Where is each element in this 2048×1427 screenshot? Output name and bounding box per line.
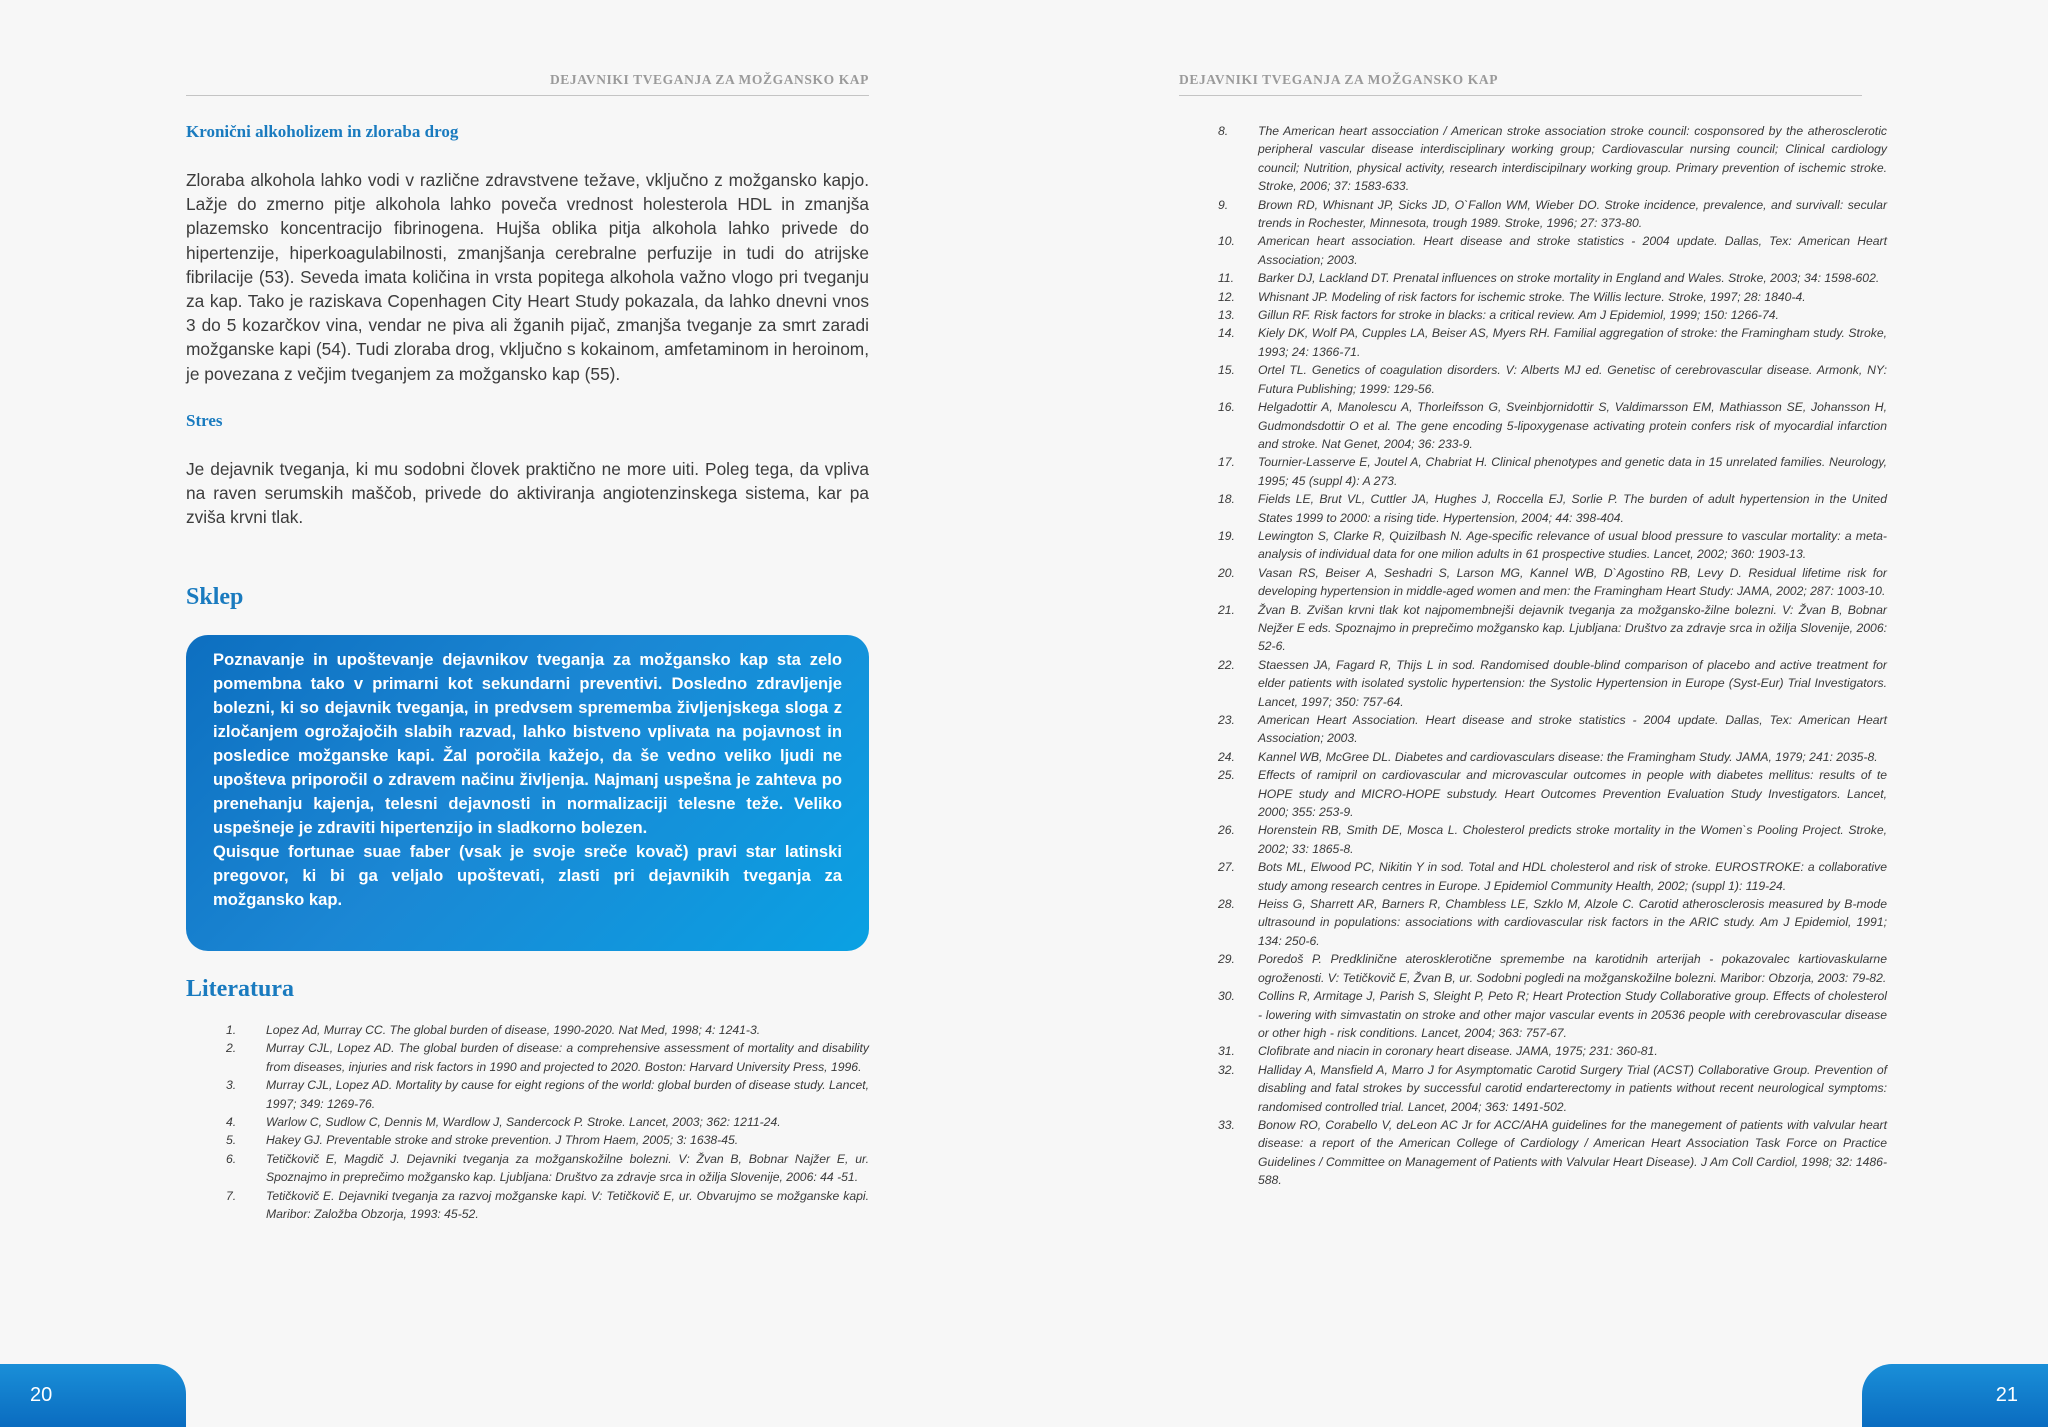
reference-number: 27. bbox=[1218, 860, 1235, 875]
reference-text: Effects of ramipril on cardiovascular and microvascular outcomes in people with diabetes mellitus: results of te HOPE study and MICRO-HOPE substudy. Heart Outcomes Prevention Evaluation Study Investigators. Lancet, 2000; 355: 253-9. bbox=[1258, 768, 1887, 820]
reference-item bbox=[1218, 895, 1887, 950]
reference-item bbox=[1218, 361, 1887, 398]
reference-number: 31. bbox=[1218, 1044, 1235, 1059]
reference-text: Heiss G, Sharrett AR, Barners R, Chambless LE, Szklo M, Alzole C. Carotid atherosclerosis measured by B-mode ultrasound in populations: associations with cardiovascular risk factors in the ARIC study. Am J Epidemiol, 1991; 134: 250-6. bbox=[1258, 897, 1887, 948]
reference-text: Staessen JA, Fagard R, Thijs L in sod. Randomised double-blind comparison of placebo and active treatment for elder patients with isolated systolic hypertension: the Systolic Hypertension in Europe (Syst-Eur) Trial Investigators. Lancet, 1997; 350: 757-64. bbox=[1258, 657, 1887, 709]
reference-number: 16. bbox=[1218, 400, 1235, 415]
conclusion-title: Sklep bbox=[186, 584, 244, 610]
reference-number: 22. bbox=[1218, 657, 1235, 672]
reference-list bbox=[1218, 122, 1887, 1190]
reference-text: Horenstein RB, Smith DE, Mosca L. Cholesterol predicts stroke mortality in the Women`s Pooling Project. Stroke, 2002; 33: 1865-8. bbox=[1258, 823, 1887, 856]
reference-item bbox=[1218, 564, 1887, 601]
reference-number: 33. bbox=[1218, 1117, 1235, 1132]
reference-text: Helgadottir A, Manolescu A, Thorleifsson G, Sveinbjornidottir S, Valdimarsson EM, Mathiasson SE, Johansson H, Gudmondsdottir O et al. The gene encoding 5-lipoxygenase activating protein confers risk of myocardial infarction and stroke. Nat Genet, 2004; 36: 233-9. bbox=[1258, 400, 1887, 451]
literature-title: Literatura bbox=[186, 976, 294, 1002]
reference-item bbox=[226, 1131, 869, 1149]
reference-item bbox=[1218, 490, 1887, 527]
reference-text: Tournier-Lasserve E, Joutel A, Chabriat H. Clinical phenotypes and genetic data in 15 unrelated families. Neurology, 1995; 45 (suppl 4): A 273. bbox=[1258, 455, 1887, 488]
reference-number: 28. bbox=[1218, 897, 1235, 912]
reference-number: 30. bbox=[1218, 989, 1235, 1004]
reference-list bbox=[226, 1021, 869, 1223]
reference-number: 20. bbox=[1218, 565, 1235, 580]
reference-item bbox=[226, 1113, 869, 1131]
reference-text: Vasan RS, Beiser A, Seshadri S, Larson MG, Kannel WB, D`Agostino RB, Levy D. Residual lifetime risk for developing hypertension in middle-aged women and men: the Framingham Heart Study: JAMA, 2002; 287: 1003-10. bbox=[1258, 565, 1887, 599]
reference-number: 5. bbox=[226, 1133, 237, 1148]
reference-text: Warlow C, Sudlow C, Dennis M, Wardlow J, Sandercock P. Stroke. Lancet, 2003; 362: 1211-24. bbox=[266, 1115, 781, 1130]
reference-item bbox=[1218, 1061, 1887, 1116]
reference-number: 9. bbox=[1218, 197, 1229, 212]
reference-number: 6. bbox=[226, 1151, 237, 1166]
reference-text: Murray CJL, Lopez AD. Mortality by cause for eight regions of the world: global burden of disease study. Lancet, 1997; 349: 1269-76. bbox=[266, 1078, 869, 1111]
reference-item bbox=[1218, 1042, 1887, 1060]
section-text-alcoholism: Zloraba alkohola lahko vodi v različne zdravstvene težave, vključno z možgansko kapjo. Lažje do zmerno pitje alkohola lahko poveča vrednost holesterola HDL in zmanjša plazemsko koncentracijo fibrinogena. Hujša oblika pitja alkohola lahko privede do hipertenzije, hiperkoagulabilnosti, zmanjšanja cerebralne perfuzije in tudi do atrijske fibrilacije (53). Seveda imata količina in vrsta popitega alkohola važno vlogo pri tveganju za kap. Tako je raziskava Copenhagen City Heart Study pokazala, da lahko dnevni vnos 3 do 5 kozarčkov vina, vendar ne piva ali žganih pijač, zmanjša tveganje za smrt zaradi možganske kapi (54). Tudi zloraba drog, vključno s kokainom, amfetaminom in heroinom, je povezana z večjim tveganjem za možgansko kap (55). bbox=[186, 170, 869, 384]
reference-number: 26. bbox=[1218, 823, 1235, 838]
reference-text: Ortel TL. Genetics of coagulation disorders. V: Alberts MJ ed. Genetisc of cerebrovascular disease. Armonk, NY: Futura Publishing; 1999: 129-56. bbox=[1258, 363, 1887, 396]
section-title-stress: Stres bbox=[186, 411, 223, 430]
reference-text: Bots ML, Elwood PC, Nikitin Y in sod. Total and HDL cholesterol and risk of stroke. EUROSTROKE: a collaborative study among research centres in Europe. J Epidemiol Community Health, 2002; (suppl 1): 119-24. bbox=[1258, 860, 1887, 893]
reference-item bbox=[1218, 858, 1887, 895]
section-text-stress: Je dejavnik tveganja, ki mu sodobni človek praktično ne more uiti. Poleg tega, da vpliva na raven serumskih maščob, privede do aktiviranja angiotenzinskega sistema, kar pa zviša krvni tlak. bbox=[186, 459, 869, 528]
reference-text: Brown RD, Whisnant JP, Sicks JD, O`Fallon WM, Wieber DO. Stroke incidence, prevalence, and survivall: secular trends in Rochester, Minnesota, trough 1989. Stroke, 1996; 27: 373-80. bbox=[1258, 197, 1887, 231]
reference-number: 29. bbox=[1218, 952, 1235, 967]
reference-text: The American heart assocciation / American stroke association stroke council: cosponsored by the atherosclerotic peripheral vascular disease interdisciplinary working group; Cardiovascular nursing council; Clinical cardiology council; Nutrition, physical activity, research interdiscipilnary working group. Primary prevention of ischemic stroke. Stroke, 2006; 37: 1583-633. bbox=[1258, 124, 1887, 194]
reference-number: 3. bbox=[226, 1078, 237, 1093]
reference-text: Lewington S, Clarke R, Quizilbash N. Age-specific relevance of usual blood pressure to vascular mortality: a meta-analysis of individual data for one milion adults in 61 prospective studies. Lancet, 2002; 360: 1903-13. bbox=[1258, 528, 1887, 562]
reference-text: Žvan B. Zvišan krvni tlak kot najpomembnejši dejavnik tveganja za možgansko-žilne bolezni. V: Žvan B, Bobnar Nejžer E eds. Spoznajmo in preprečimo možgansko kap. Ljubljana: Društvo za zdravje srca in ožilja Slovenije, 2006: 52-6. bbox=[1258, 602, 1887, 654]
reference-item bbox=[1218, 324, 1887, 361]
reference-text: Clofibrate and niacin in coronary heart disease. JAMA, 1975; 231: 360-81. bbox=[1258, 1044, 1658, 1059]
reference-item bbox=[1218, 453, 1887, 490]
reference-item bbox=[1218, 196, 1887, 233]
reference-text: Halliday A, Mansfield A, Marro J for Asymptomatic Carotid Surgery Trial (ACST) Collaborative Group. Prevention of disabling and fatal strokes by successful carotid endarterectomy in patients without recent neurological symptoms: randomised controlled trial. Lancet, 2004; 363: 1491-502. bbox=[1258, 1062, 1887, 1114]
reference-number: 24. bbox=[1218, 749, 1235, 764]
reference-item bbox=[226, 1021, 869, 1039]
reference-item bbox=[1218, 1116, 1887, 1190]
page-number-tab bbox=[1862, 1364, 2048, 1427]
reference-number: 4. bbox=[226, 1115, 237, 1130]
reference-text: American heart association. Heart disease and stroke statistics - 2004 update. Dallas, Tex: American Heart Association; 2003. bbox=[1258, 234, 1887, 267]
reference-item bbox=[1218, 987, 1887, 1042]
reference-item bbox=[1218, 122, 1887, 196]
reference-text: Bonow RO, Corabello V, deLeon AC Jr for ACC/AHA guidelines for the manegement of patients with valvular heart disease: a report of the American College of Cardiology / American Heart Association Task Force on Practice Guidelines / Committee on Management of Patients with Valvular Heart Disease). J Am Coll Cardiol, 1998; 32: 1486-588. bbox=[1258, 1117, 1887, 1188]
reference-text: American Heart Association. Heart disease and stroke statistics - 2004 update. Dallas, Tex: American Heart Association; 2003. bbox=[1258, 713, 1887, 746]
reference-number: 12. bbox=[1218, 289, 1235, 304]
reference-item bbox=[1218, 288, 1887, 306]
reference-item bbox=[226, 1150, 869, 1187]
reference-text: Tetičkovič E, Magdič J. Dejavniki tveganja za možganskožilne bolezni. V: Žvan B, Bobnar Najžer E, ur. Spoznajmo in preprečimo možgansko kap. Ljubljana: Društvo za zdravje srca in ožilja Slovenije, 2006: 44 -51. bbox=[266, 1151, 869, 1185]
conclusion-paragraph: Poznavanje in upoštevanje dejavnikov tveganja za možgansko kap sta zelo pomembna tako v primarni kot sekundarni preventivi. Dosledno zdravljenje bolezni, ki so dejavnik tveganja, in predvsem sprememba življenjskega sloga z izločanjem ogrožajočih slabih razvad, lahko bistveno vplivata na pojavnost in posledice možganske kapi. Žal poročila kažejo, da še vedno veliko ljudi ne upošteva priporočil o zdravem načinu življenja. Najmanj uspešna je zahteva po prenehanju kajenja, telesni dejavnosti in normalizaciji telesne teže. Veliko uspešneje je zdraviti hipertenzijo in sladkorno bolezen. bbox=[213, 650, 842, 837]
reference-number: 25. bbox=[1218, 768, 1235, 783]
reference-text: Gillun RF. Risk factors for stroke in blacks: a critical review. Am J Epidemiol, 1999; 150: 1266-74. bbox=[1258, 308, 1779, 323]
reference-number: 17. bbox=[1218, 455, 1235, 470]
reference-number: 23. bbox=[1218, 713, 1235, 727]
reference-text: Hakey GJ. Preventable stroke and stroke prevention. J Throm Haem, 2005; 3: 1638-45. bbox=[266, 1133, 739, 1148]
reference-item bbox=[1218, 656, 1887, 711]
page-number-tab bbox=[0, 1364, 186, 1427]
reference-item bbox=[226, 1076, 869, 1113]
reference-text: Whisnant JP. Modeling of risk factors for ischemic stroke. The Willis lecture. Stroke, 1997; 28: 1840-4. bbox=[1258, 289, 1806, 304]
reference-item bbox=[226, 1039, 869, 1076]
right-page bbox=[1024, 0, 2048, 1427]
page-number: 21 bbox=[1995, 1384, 2018, 1406]
running-head: DEJAVNIKI TVEGANJA ZA MOŽGANSKO KAP bbox=[186, 72, 869, 96]
section-title-alcoholism: Kronični alkoholizem in zloraba drog bbox=[186, 122, 459, 141]
reference-number: 15. bbox=[1218, 363, 1235, 378]
reference-number: 18. bbox=[1218, 492, 1235, 507]
running-head: DEJAVNIKI TVEGANJA ZA MOŽGANSKO KAP bbox=[1179, 72, 1862, 96]
page-number: 20 bbox=[30, 1384, 53, 1406]
reference-item bbox=[1218, 766, 1887, 821]
reference-text: Barker DJ, Lackland DT. Prenatal influences on stroke mortality in England and Wales. Stroke, 2003; 34: 1598-602. bbox=[1258, 271, 1880, 286]
reference-item bbox=[1218, 601, 1887, 656]
reference-item bbox=[1218, 711, 1887, 748]
reference-text: Collins R, Armitage J, Parish S, Sleight P, Peto R; Heart Protection Study Collaborative group. Effects of cholesterol - lowering with simvastatin on stroke and other major vascular events in 20536 people with cerebrovascular disease or other high - risk conditions. Lancet, 2004; 363: 757-67. bbox=[1258, 989, 1887, 1040]
reference-item bbox=[1218, 748, 1887, 766]
reference-number: 10. bbox=[1218, 234, 1235, 249]
reference-text: Lopez Ad, Murray CC. The global burden of disease, 1990-2020. Nat Med, 1998; 4: 1241-3. bbox=[266, 1023, 761, 1037]
reference-number: 14. bbox=[1218, 326, 1235, 341]
reference-item bbox=[1218, 306, 1887, 324]
conclusion-callout bbox=[186, 635, 869, 951]
reference-number: 2. bbox=[226, 1041, 237, 1056]
reference-text: Poredoš P. Predklinične aterosklerotične spremembe na karotidnih arterijah - pokazovalec kartiovaskularne ogroženosti. V: Tetičkovič E, Žvan B, ur. Sodobni pogledi na možganskožilne bolezni. Maribor: Obzorja, 2003: 79-82. bbox=[1258, 952, 1887, 985]
reference-text: Kannel WB, McGree DL. Diabetes and cardiovasculars disease: the Framingham Study. JAMA, 1979; 241: 2035-8. bbox=[1258, 749, 1878, 764]
reference-item bbox=[1218, 269, 1887, 287]
reference-number: 21. bbox=[1218, 602, 1235, 617]
reference-item bbox=[1218, 527, 1887, 564]
reference-item bbox=[226, 1187, 869, 1224]
reference-number: 1. bbox=[226, 1023, 237, 1037]
reference-number: 11. bbox=[1218, 271, 1235, 286]
reference-item bbox=[1218, 398, 1887, 453]
reference-number: 8. bbox=[1218, 124, 1229, 138]
reference-number: 19. bbox=[1218, 528, 1235, 543]
reference-number: 32. bbox=[1218, 1062, 1235, 1077]
reference-item bbox=[1218, 232, 1887, 269]
conclusion-proverb: Quisque fortunae suae faber (vsak je svoje sreče kovač) pravi star latinski pregovor, ki bi ga veljalo upoštevati, zlasti pri dejavnikih tveganja za možgansko kap. bbox=[213, 842, 842, 909]
reference-text: Murray CJL, Lopez AD. The global burden of disease: a comprehensive assessment of mortality and disability from diseases, injuries and risk factors in 1990 and projected to 2020. Boston: Harvard University Press, 1996. bbox=[266, 1041, 869, 1074]
reference-text: Kiely DK, Wolf PA, Cupples LA, Beiser AS, Myers RH. Familial aggregation of stroke: the Framingham study. Stroke, 1993; 24: 1366-71. bbox=[1258, 326, 1887, 359]
reference-item bbox=[1218, 950, 1887, 987]
reference-number: 7. bbox=[226, 1188, 237, 1203]
reference-text: Fields LE, Brut VL, Cuttler JA, Hughes J, Roccella EJ, Sorlie P. The burden of adult hypertension in the United States 1999 to 2000: a rising tide. Hypertension, 2004; 44: 398-404. bbox=[1258, 492, 1887, 525]
reference-text: Tetičkovič E. Dejavniki tveganja za razvoj možganske kapi. V: Tetičkovič E, ur. Obvarujmo se možganske kapi. Maribor: Založba Obzorja, 1993: 45-52. bbox=[266, 1188, 869, 1222]
reference-number: 13. bbox=[1218, 308, 1235, 323]
reference-item bbox=[1218, 821, 1887, 858]
